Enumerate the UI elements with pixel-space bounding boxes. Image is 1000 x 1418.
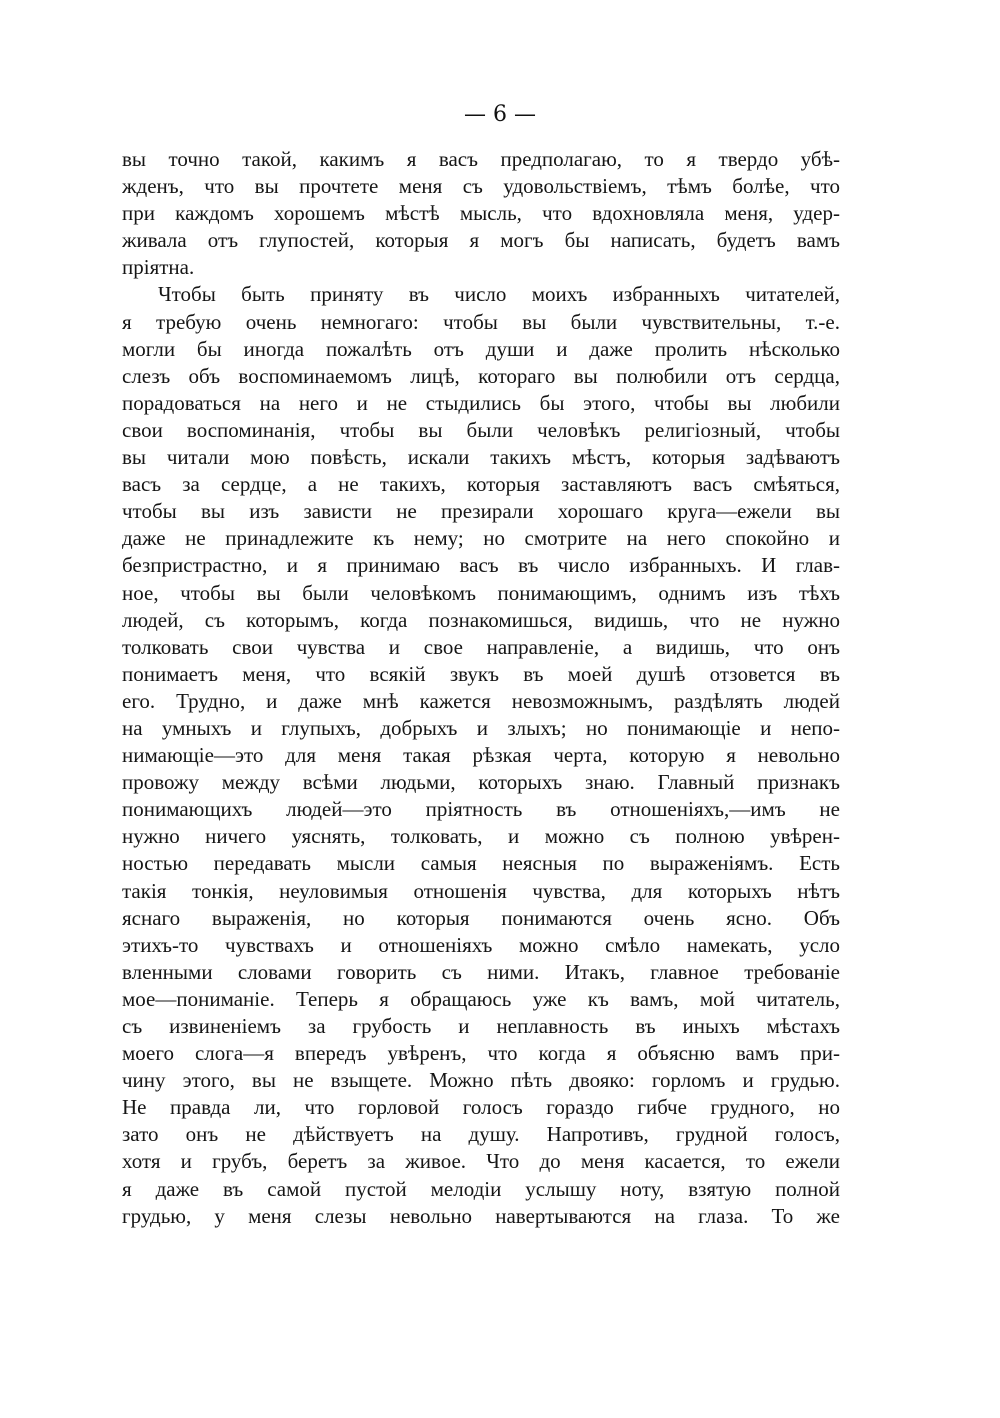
- text-line: понимающихъ людей—это пріятность въ отношеніяхъ,—имъ не: [122, 797, 840, 822]
- text-line: безпристрастно, и я принимаю васъ въ число избранныхъ. И глав-: [122, 553, 840, 578]
- text-line: грудью, у меня слезы невольно навертываются на глаза. То же: [122, 1203, 840, 1228]
- text-line: чтобы вы изъ зависти не презирали хорошаго круга—ежели вы: [122, 499, 840, 524]
- text-line: вы читали мою повѣсть, искали такихъ мѣстъ, которыя задѣваютъ: [122, 445, 840, 470]
- text-line: при каждомъ хорошемъ мѣстѣ мысль, что вдохновляла меня, удер-: [122, 201, 840, 226]
- text-line: чину этого, вы не взыщете. Можно пѣть двояко: горломъ и грудью.: [122, 1068, 840, 1093]
- text-line: такія тонкія, неуловимыя отношенія чувства, для которыхъ нѣтъ: [122, 878, 840, 903]
- text-line: людей, съ которымъ, когда познакомишься, видишь, что не нужно: [122, 607, 840, 632]
- text-line: пріятна.: [122, 255, 195, 280]
- text-line: ностью передавать мысли самыя неясныя по выраженіямъ. Есть: [122, 851, 840, 876]
- text-line: нимающіе—это для меня такая рѣзкая черта, которую я невольно: [122, 743, 840, 768]
- text-line: васъ за сердце, а не такихъ, которыя заставляютъ васъ смѣяться,: [122, 472, 840, 497]
- text-line: даже не принадлежите къ нему; но смотрите на него спокойно и: [122, 526, 840, 551]
- page-number: — 6 —: [464, 102, 536, 127]
- text-line: моего слога—я впередъ увѣренъ, что когда я объясню вамъ при-: [122, 1041, 840, 1066]
- text-line: слезъ объ воспоминаемомъ лицѣ, котораго вы полюбили отъ сердца,: [122, 363, 840, 388]
- body-text: [122, 146, 840, 1230]
- text-line: этихъ-то чувствахъ и отношеніяхъ можно смѣло намекать, усло: [122, 932, 840, 957]
- text-line: свои воспоминанія, чтобы вы были человѣкъ религіозный, чтобы: [122, 417, 840, 442]
- text-line: толковать свои чувства и свое направленіе, а видишь, что онъ: [122, 634, 840, 659]
- text-line: мое—пониманіе. Теперь я обращаюсь уже къ вамъ, мой читатель,: [122, 986, 840, 1011]
- text-line: нужно ничего уяснять, толковать, и можно съ полною увѣрен-: [122, 824, 840, 849]
- text-line: вленными словами говорить съ ними. Итакъ, главное требованіе: [122, 959, 840, 984]
- text-line: ное, чтобы вы были человѣкомъ понимающимъ, однимъ изъ тѣхъ: [122, 580, 840, 605]
- text-line: Не правда ли, что горловой голосъ гораздо гибче грудного, но: [122, 1095, 840, 1120]
- text-line: яснаго выраженія, но которыя понимаются очень ясно. Объ: [122, 905, 840, 930]
- text-line: я даже въ самой пустой мелодіи услышу ноту, взятую полной: [122, 1176, 840, 1201]
- text-line: провожу между всѣми людьми, которыхъ знаю. Главный признакъ: [122, 770, 840, 795]
- paragraph-start-line: Чтобы быть приняту въ число моихъ избранныхъ читателей,: [158, 282, 840, 307]
- text-line: я требую очень немногаго: чтобы вы были чувствительны, т.-е.: [122, 309, 840, 334]
- text-line: на умныхъ и глупыхъ, добрыхъ и злыхъ; но понимающіе и непо-: [122, 715, 840, 740]
- text-line: съ извиненіемъ за грубость и неплавность въ иныхъ мѣстахъ: [122, 1014, 840, 1038]
- text-line: понимаетъ меня, что всякій звукъ въ моей душѣ отзовется въ: [122, 661, 840, 686]
- text-line: живала отъ глупостей, которыя я могъ бы написать, будетъ вамъ: [122, 228, 840, 253]
- text-line: могли бы иногда пожалѣть отъ души и даже пролить нѣсколько: [122, 336, 840, 361]
- text-line: жденъ, что вы прочтете меня съ удовольствіемъ, тѣмъ болѣе, что: [122, 174, 840, 199]
- text-line: хотя и грубъ, беретъ за живое. Что до меня касается, то ежели: [122, 1149, 840, 1174]
- text-line: зато онъ не дѣйствуетъ на душу. Напротивъ, грудной голосъ,: [122, 1122, 840, 1147]
- text-line: вы точно такой, какимъ я васъ предполагаю, то я твердо убѣ-: [122, 147, 840, 171]
- text-line: его. Трудно, и даже мнѣ кажется невозможнымъ, раздѣлять людей: [122, 688, 840, 713]
- text-line: порадоваться на него и не стыдились бы этого, чтобы вы любили: [122, 390, 840, 415]
